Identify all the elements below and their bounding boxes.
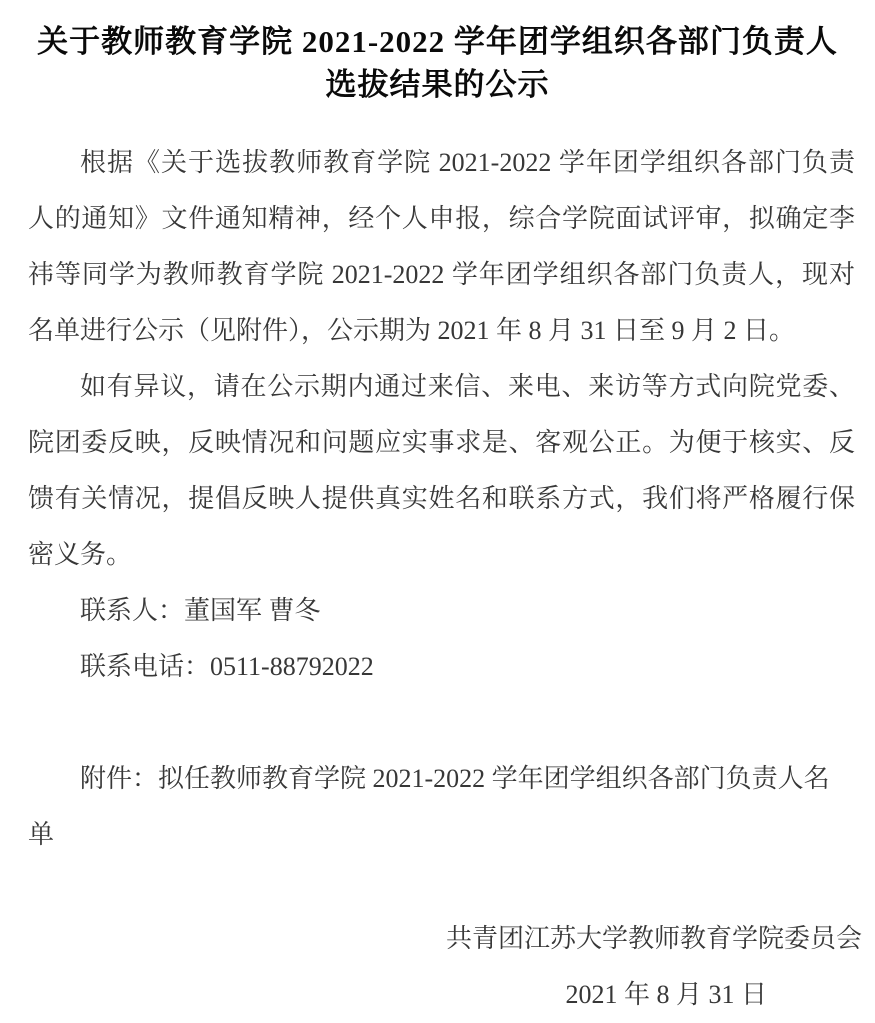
document-page [0, 20, 875, 1009]
paragraph-basis: 根据《关于选拔教师教育学院 2021-2022 学年团学组织各部门负责人的通知》文件通知精神，经个人申报，综合学院面试评审，拟确定李祎等同学为教师教育学院 2021-2022 学年团学组织各部门负责人，现对名单进行公示（见附件），公示期为 2021 年 8 月 31 日至 9 月 2 日。 [28, 148, 855, 345]
contact-phone-line: 联系电话：0511-88792022 [80, 652, 374, 681]
document-body [0, 135, 875, 863]
attachment-line: 附件：拟任教师教育学院 2021-2022 学年团学组织各部门负责人名单 [28, 764, 830, 849]
document-title [26, 20, 849, 106]
paragraph-objection: 如有异议，请在公示期内通过来信、来电、来访等方式向院党委、院团委反映，反映情况和问题应实事求是、客观公正。为便于核实、反馈有关情况，提倡反映人提供真实姓名和联系方式，我们将严格履行保密义务。 [28, 372, 855, 569]
document-title-line2: 选拔结果的公示 [325, 67, 550, 102]
contact-person-line: 联系人：董国军 曹冬 [80, 596, 321, 625]
signature-line: 共青团江苏大学教师教育学院委员会 [445, 924, 862, 953]
document-title-line1: 关于教师教育学院 2021-2022 学年团学组织各部门负责人 [37, 24, 838, 59]
date-line: 2021 年 8 月 31 日 [565, 980, 767, 1009]
